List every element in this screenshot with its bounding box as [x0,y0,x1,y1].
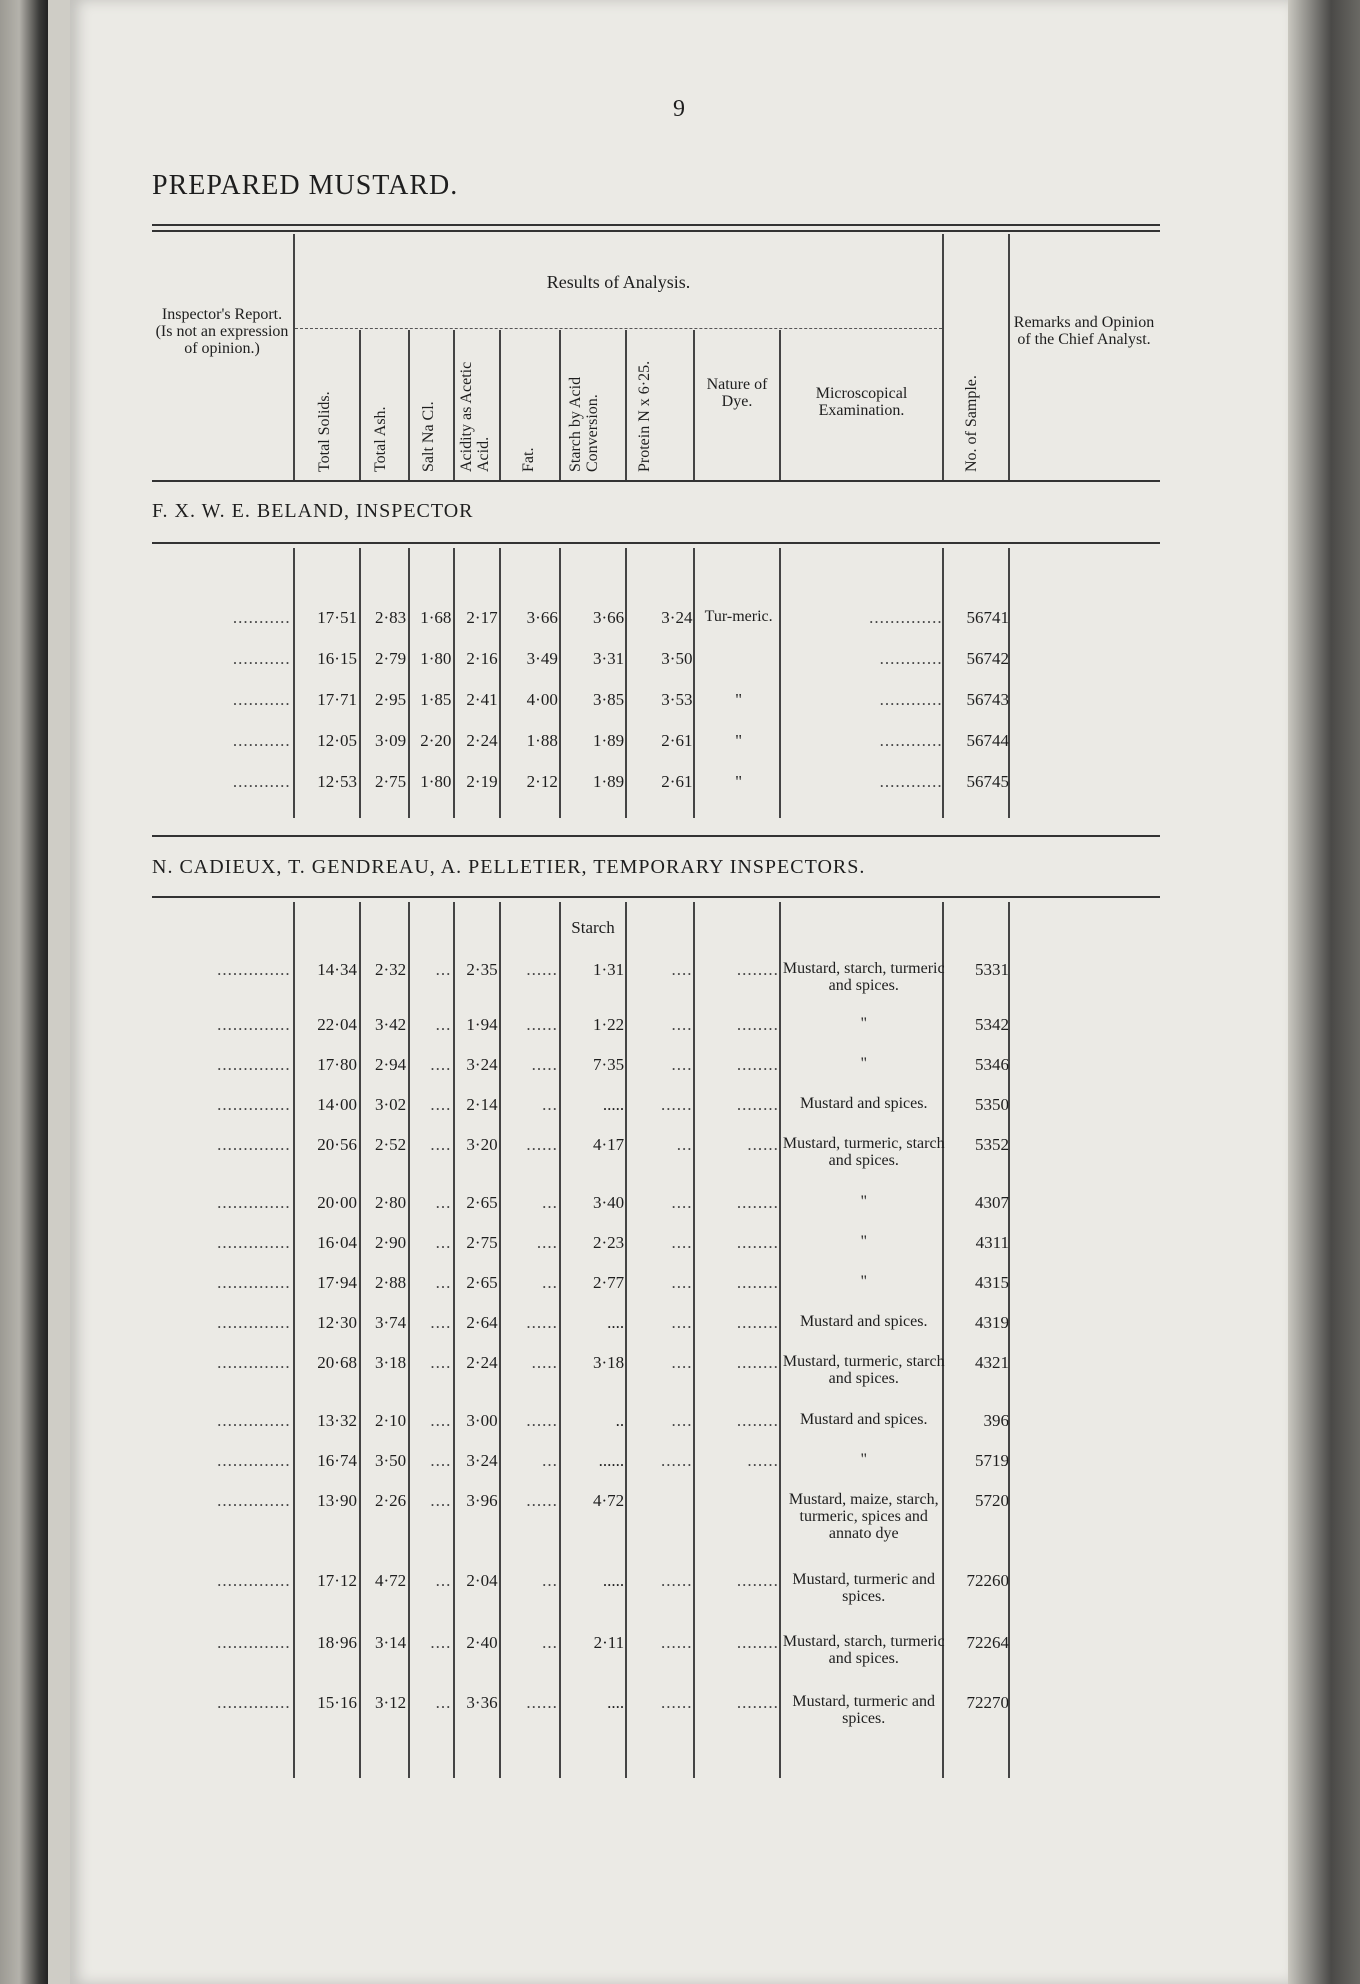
acid-cell: 2·04 [466,1571,498,1590]
sample-no-cell: 4321 [975,1353,1009,1372]
salt-cell: .... [430,1095,452,1114]
acid-cell: 1·94 [466,1015,498,1034]
starch-cell: .... [607,1313,625,1332]
report-cell: ........... [232,608,291,627]
ash-cell: 3·09 [375,731,407,750]
report-cell: .............. [217,1411,291,1430]
report-cell: ........... [232,690,291,709]
starch-cell: ..... [602,1571,625,1590]
micro-cell: ............ [879,649,943,668]
sample-no-cell: 396 [983,1411,1009,1430]
report-cell: ........... [232,649,291,668]
micro-cell: " [860,1273,867,1290]
starch-cell: 1·22 [592,1015,625,1034]
fat-cell: ..... [531,1353,558,1372]
report-cell: .............. [217,1451,291,1470]
solids-cell: 13·32 [317,1411,357,1430]
salt-cell: 1·80 [420,649,452,668]
protein-cell: .... [671,1055,693,1074]
ash-cell: 2·80 [375,1193,407,1212]
fat-cell: ...... [526,1313,558,1332]
report-cell: .............. [217,960,291,979]
dye-cell: ...... [747,1451,779,1470]
sample-no-cell: 5719 [975,1451,1009,1470]
starch-cell: 2·77 [592,1273,625,1292]
table-row [152,1353,1012,1411]
acid-cell: 2·24 [466,731,498,750]
col-total-solids: Total Solids. [316,391,333,472]
fat-cell: 4·00 [526,690,558,709]
salt-cell: 1·80 [420,772,452,791]
sample-no-cell: 5350 [975,1095,1009,1114]
table-row [152,690,1012,731]
sample-no-cell: 4307 [975,1193,1009,1212]
solids-cell: 15·16 [317,1693,357,1712]
report-cell: .............. [217,1273,291,1292]
protein-cell: .... [671,1411,693,1430]
solids-cell: 20·00 [317,1193,357,1212]
fat-cell: 1·88 [526,731,558,750]
report-cell: .............. [217,1491,291,1510]
fat-cell: .... [536,1233,558,1252]
starch-cell: 3·66 [592,608,625,627]
report-cell: .............. [217,1233,291,1252]
dye-cell: ........ [736,1193,779,1212]
starch-cell: 3·85 [592,690,625,709]
micro-cell: " [860,1193,867,1210]
results-underline [295,328,942,330]
acid-cell: 2·17 [466,608,498,627]
section1-table [152,608,1012,813]
salt-cell: ... [435,1273,452,1292]
sample-no-cell: 5342 [975,1015,1009,1034]
ash-cell: 2·88 [375,1273,407,1292]
fat-cell: ..... [531,1055,558,1074]
table-row [152,1451,1012,1491]
protein-cell: .... [671,960,693,979]
protein-cell: ...... [660,1571,693,1590]
dye-cell: ........ [736,1233,779,1252]
table-row [152,1313,1012,1353]
table-row [152,1633,1012,1693]
ash-cell: 3·14 [375,1633,407,1652]
salt-cell: 1·85 [420,690,452,709]
starch-cell: 3·18 [592,1353,625,1372]
ash-cell: 3·18 [375,1353,407,1372]
salt-cell: ... [435,1233,452,1252]
protein-cell: 3·50 [661,649,693,668]
starch-cell: .... [607,1693,625,1712]
fat-cell: 2·12 [526,772,558,791]
fat-cell: ...... [526,1693,558,1712]
section1-title: F. X. W. E. BELAND, INSPECTOR [152,500,474,522]
solids-cell: 16·15 [317,649,357,668]
acid-cell: 2·41 [466,690,498,709]
section2-title: N. CADIEUX, T. GENDREAU, A. PELLETIER, TEMPORARY INSPECTORS. [152,856,866,878]
col-acidity: Acidity as Acetic Acid. [458,361,492,472]
col-total-ash: Total Ash. [372,406,389,472]
fat-cell: 3·49 [526,649,558,668]
salt-cell: .... [430,1313,452,1332]
micro-cell: Mustard and spices. [799,1411,928,1428]
col-protein: Protein N x 6·25. [636,360,653,472]
sample-no-cell: 72270 [966,1693,1009,1712]
starch-cell: 1·89 [592,772,625,791]
col-microscopical: Microscopical Examination. [815,385,908,419]
salt-cell: .... [430,1633,452,1652]
ash-cell: 2·52 [375,1135,407,1154]
section2-table [152,960,1012,1751]
micro-cell: Mustard, turmeric and spices. [792,1571,936,1605]
protein-cell [627,1491,695,1571]
sample-no-cell: 4315 [975,1273,1009,1292]
solids-cell: 12·30 [317,1313,357,1332]
table-row [152,960,1012,1015]
dye-cell: " [735,772,743,791]
table-row [152,1095,1012,1135]
header-divider [625,330,627,480]
dye-cell: ........ [736,1015,779,1034]
section1-rule [152,542,1160,544]
acid-cell: 2·40 [466,1633,498,1652]
protein-cell: ...... [660,1451,693,1470]
protein-cell: .... [671,1313,693,1332]
dye-cell: ........ [736,1095,779,1114]
micro-cell: Mustard, starch, turmeric and spices. [782,1633,945,1667]
protein-cell: 3·53 [661,690,693,709]
header-bottom-rule [152,480,1160,482]
ash-cell: 2·95 [375,690,407,709]
protein-cell: .... [671,1353,693,1372]
protein-cell: 2·61 [661,731,693,750]
solids-cell: 18·96 [317,1633,357,1652]
salt-cell: .... [430,1491,452,1510]
ash-cell: 3·12 [375,1693,407,1712]
sample-no-cell: 56743 [966,690,1009,709]
sample-no-cell: 5331 [975,960,1009,979]
table-row [152,772,1012,813]
report-cell: .............. [217,1095,291,1114]
starch-cell: 3·31 [592,649,625,668]
starch-cell: 7·35 [592,1055,625,1074]
sample-no-cell: 5346 [975,1055,1009,1074]
sample-no-cell: 72264 [966,1633,1009,1652]
table-row [152,1233,1012,1273]
starch-cell: ..... [602,1095,625,1114]
solids-cell: 14·00 [317,1095,357,1114]
table-row [152,1411,1012,1451]
salt-cell: .... [430,1451,452,1470]
salt-cell: .... [430,1055,452,1074]
solids-cell: 17·71 [317,690,357,709]
results-header: Results of Analysis. [546,272,691,292]
header-divider [453,330,455,480]
micro-cell: ............ [879,772,943,791]
starch-cell: 4·17 [592,1135,625,1154]
salt-cell: ... [435,1571,452,1590]
table-row [152,1193,1012,1233]
fat-cell: ...... [526,1015,558,1034]
fat-cell: ... [542,1193,558,1212]
ash-cell: 3·50 [375,1451,407,1470]
table-row [152,1273,1012,1313]
acid-cell: 2·24 [466,1353,498,1372]
dye-cell [695,649,781,690]
fat-cell: 3·66 [526,608,558,627]
acid-cell: 3·20 [466,1135,498,1154]
document-page [70,0,1288,1984]
report-cell: .............. [217,1135,291,1154]
ash-cell: 3·02 [375,1095,407,1114]
dye-cell: ........ [736,1313,779,1332]
micro-cell: " [860,1055,867,1072]
report-cell: .............. [217,1693,291,1712]
protein-cell: ...... [660,1095,693,1114]
report-cell: .............. [217,1571,291,1590]
header-top-rule [152,224,1160,226]
header-divider [293,234,295,480]
protein-cell: .... [671,1273,693,1292]
fat-cell: ... [542,1571,558,1590]
section2-top-rule [152,835,1160,837]
sample-no-cell: 5720 [975,1491,1009,1510]
starch-cell: 1·89 [592,731,625,750]
report-cell: .............. [217,1015,291,1034]
table-row [152,1055,1012,1095]
ash-cell: 2·75 [375,772,407,791]
report-cell: .............. [217,1193,291,1212]
salt-cell: 1·68 [420,608,452,627]
table-row [152,1571,1012,1633]
micro-cell: Mustard, starch, turmeric and spices. [782,960,945,994]
micro-cell: " [860,1015,867,1032]
solids-cell: 20·56 [317,1135,357,1154]
micro-cell: " [860,1451,867,1468]
solids-cell: 16·74 [317,1451,357,1470]
ash-cell: 2·10 [375,1411,407,1430]
dye-cell: ........ [736,960,779,979]
protein-cell: 2·61 [661,772,693,791]
protein-cell: ...... [660,1633,693,1652]
book-spine [0,0,48,1984]
micro-cell: Mustard, turmeric, starch and spices. [782,1353,945,1387]
solids-cell: 16·04 [317,1233,357,1252]
acid-cell: 2·16 [466,649,498,668]
micro-cell: Mustard, turmeric and spices. [792,1693,936,1727]
ash-cell: 2·83 [375,608,407,627]
report-cell: .............. [217,1055,291,1074]
protein-cell: ...... [660,1693,693,1712]
col-sample-no: No. of Sample. [963,375,980,472]
fat-cell: ...... [526,1491,558,1510]
dye-cell: ........ [736,1273,779,1292]
acid-cell: 3·24 [466,1055,498,1074]
sample-no-cell: 56744 [966,731,1009,750]
col-starch: Starch by Acid Conversion. [567,376,601,472]
table-row [152,1693,1012,1751]
section2-rule [152,896,1160,898]
dye-cell: ........ [736,1693,779,1712]
micro-cell: ............ [879,731,943,750]
starch-cell: ...... [598,1451,625,1470]
sample-no-cell: 72260 [966,1571,1009,1590]
sample-no-cell: 56742 [966,649,1009,668]
dye-cell: Tur-meric. [704,608,773,625]
protein-cell: 3·24 [661,608,693,627]
header-top-rule-2 [152,230,1160,232]
col-salt: Salt Na Cl. [420,401,437,472]
report-cell: ........... [232,772,291,791]
header-divider [499,330,501,480]
acid-cell: 2·75 [466,1233,498,1252]
starch-cell: 2·11 [593,1633,625,1652]
dye-cell: ........ [736,1055,779,1074]
micro-cell: Mustard, maize, starch, turmeric, spices and annato dye [788,1491,939,1542]
micro-cell: ............ [879,690,943,709]
salt-cell: .... [430,1411,452,1430]
sample-no-cell: 56745 [966,772,1009,791]
dye-cell: ........ [736,1411,779,1430]
dye-cell: " [735,731,743,750]
solids-cell: 13·90 [317,1491,357,1510]
micro-cell: Mustard and spices. [799,1095,928,1112]
salt-cell: .... [430,1353,452,1372]
header-divider [359,330,361,480]
micro-cell: Mustard, turmeric, starch and spices. [782,1135,945,1169]
table-row [152,649,1012,690]
acid-cell: 2·65 [466,1273,498,1292]
micro-cell: Mustard and spices. [799,1313,928,1330]
ash-cell: 4·72 [375,1571,407,1590]
col-nature-of-dye: Nature of Dye. [706,376,768,410]
table-row [152,1491,1012,1571]
solids-cell: 12·53 [317,772,357,791]
solids-cell: 17·51 [317,608,357,627]
acid-cell: 3·24 [466,1451,498,1470]
page-number: 9 [673,96,685,122]
fat-cell: ... [542,1633,558,1652]
dye-cell [695,1491,781,1571]
dye-cell: " [735,690,743,709]
header-divider [1008,234,1010,480]
report-cell: ........... [232,731,291,750]
starch-cell: 3·40 [592,1193,625,1212]
fat-cell: ...... [526,960,558,979]
acid-cell: 2·35 [466,960,498,979]
fat-cell: ... [542,1273,558,1292]
starch-cell: .. [615,1411,625,1430]
table-row [152,608,1012,649]
solids-cell: 17·12 [317,1571,357,1590]
sample-no-cell: 56741 [966,608,1009,627]
table-row [152,731,1012,772]
acid-cell: 3·96 [466,1491,498,1510]
salt-cell: 2·20 [420,731,452,750]
ash-cell: 3·74 [375,1313,407,1332]
col-fat: Fat. [520,447,537,472]
remarks-header: Remarks and Opinion of the Chief Analyst. [1013,314,1155,348]
solids-cell: 20·68 [317,1353,357,1372]
dye-cell: ........ [736,1633,779,1652]
acid-cell: 2·19 [466,772,498,791]
micro-cell: " [860,1233,867,1250]
ash-cell: 2·26 [375,1491,407,1510]
starch-cell: 1·31 [592,960,625,979]
book-edge [1288,0,1360,1984]
sample-no-cell: 4319 [975,1313,1009,1332]
starch-cell: 4·72 [592,1491,625,1510]
table-row [152,1015,1012,1055]
page-title: PREPARED MUSTARD. [152,170,459,201]
solids-cell: 14·34 [317,960,357,979]
dye-cell: ........ [736,1571,779,1590]
report-cell: .............. [217,1353,291,1372]
header-divider [559,330,561,480]
header-divider [408,330,410,480]
protein-cell: ... [676,1135,693,1154]
solids-cell: 12·05 [317,731,357,750]
micro-cell: .............. [869,608,943,627]
acid-cell: 2·14 [466,1095,498,1114]
solids-cell: 22·04 [317,1015,357,1034]
protein-cell: .... [671,1233,693,1252]
fat-cell: ... [542,1451,558,1470]
salt-cell: ... [435,1193,452,1212]
salt-cell: ... [435,1015,452,1034]
starch-cell: 2·23 [592,1233,625,1252]
salt-cell: .... [430,1135,452,1154]
sample-no-cell: 4311 [975,1233,1009,1252]
acid-cell: 3·36 [466,1693,498,1712]
starch-label: Starch [571,918,615,937]
table-row [152,1135,1012,1193]
report-cell: .............. [217,1313,291,1332]
salt-cell: ... [435,1693,452,1712]
fat-cell: ...... [526,1411,558,1430]
fat-cell: ...... [526,1135,558,1154]
salt-cell: ... [435,960,452,979]
dye-cell: ........ [736,1353,779,1372]
header-divider [942,234,944,480]
protein-cell: .... [671,1015,693,1034]
acid-cell: 2·64 [466,1313,498,1332]
solids-cell: 17·80 [317,1055,357,1074]
report-cell: .............. [217,1633,291,1652]
acid-cell: 3·00 [466,1411,498,1430]
solids-cell: 17·94 [317,1273,357,1292]
inspector-report-header: Inspector's Report. (Is not an expression of opinion.) [155,306,289,357]
fat-cell: ... [542,1095,558,1114]
acid-cell: 2·65 [466,1193,498,1212]
ash-cell: 3·42 [375,1015,407,1034]
ash-cell: 2·90 [375,1233,407,1252]
dye-cell: ...... [747,1135,779,1154]
sample-no-cell: 5352 [975,1135,1009,1154]
ash-cell: 2·94 [375,1055,407,1074]
ash-cell: 2·79 [375,649,407,668]
ash-cell: 2·32 [375,960,407,979]
protein-cell: .... [671,1193,693,1212]
